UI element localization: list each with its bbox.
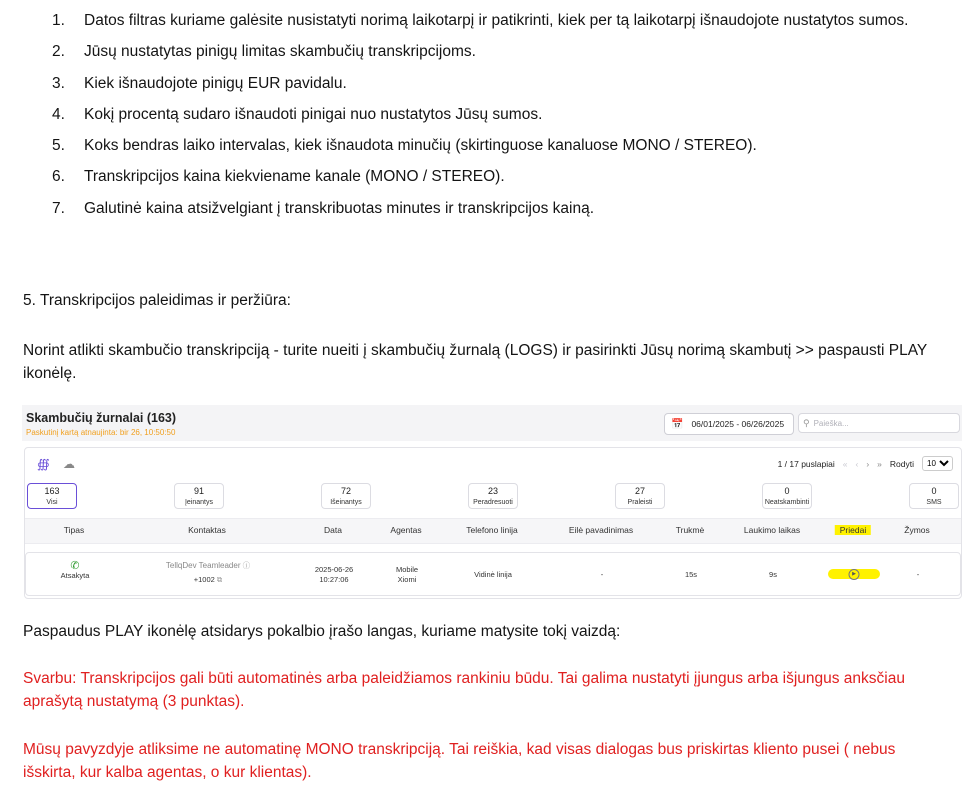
column-header: Agentas (390, 525, 422, 535)
important-note: Svarbu: Transkripcijos gali būti automatinės arba paleidžiamos rankiniu būdu. Tai galima nustatyti įjungus arba išjungus anksčiau aprašytą nustatymą (3 punktas). (23, 670, 905, 710)
contact-name[interactable]: TellqDev Teamleader (165, 561, 241, 570)
page-title: Skambučių žurnalai (163) (26, 411, 177, 425)
list-item: 2. Jūsų nustatytas pinigų limitas skambučių transkripcijoms. (52, 43, 476, 61)
agent-line2: Xiomi (397, 575, 417, 584)
tags-value: - (916, 570, 920, 579)
column-header: Eilė pavadinimas (568, 525, 634, 535)
category-sms[interactable]: 0 SMS (909, 483, 959, 509)
category-missed[interactable]: 27 Praleisti (615, 483, 665, 509)
copy-icon[interactable]: ⧉ (216, 575, 223, 584)
last-updated-text: Paskutinį kartą atnaujinta: bir 26, 10:50:50 (26, 428, 176, 437)
numbered-list (0, 10, 964, 229)
list-item: 6. Transkripcijos kaina kiekviename kanale (MONO / STEREO). (52, 168, 505, 186)
column-header: Data (324, 525, 342, 535)
call-duration: 15s (684, 570, 698, 579)
answered-call-icon: ✆ (70, 560, 80, 572)
category-incoming[interactable]: 91 Įeinantys (174, 483, 224, 509)
after-note: Paspaudus PLAY ikonėlę atsidarys pokalbio įrašo langas, kuriame matysite tokį vaizdą: (23, 623, 621, 640)
column-header: Laukimo laikas (743, 525, 801, 535)
next-page-icon[interactable]: › (866, 458, 870, 469)
call-logs-screenshot (22, 405, 962, 599)
search-input[interactable] (798, 413, 960, 433)
cloud-download-icon[interactable]: ☁ (63, 457, 75, 471)
example-note: Mūsų pavyzdyje atliksime ne automatinę MONO transkripciją. Tai reiškia, kad visas dialogas bus priskirtas kliento pusei ( nebus išskirta, kur kalba agentas, o kur klientas). (23, 741, 896, 781)
column-header-highlighted: Priedai (835, 525, 871, 535)
page-info: 1 / 17 puslapiai (777, 458, 835, 469)
search-icon: ⚲ (803, 417, 810, 428)
call-time: 10:27:06 (319, 575, 349, 584)
list-item: 7. Galutinė kaina atsižvelgiant į transkribuotas minutes ir transkripcijos kainą. (52, 199, 595, 217)
list-item: 5. Koks bendras laiko intervalas, kiek išnaudota minučių (skirtinguose kanaluose MONO / STEREO). (52, 137, 757, 155)
date-range-picker[interactable] (664, 413, 794, 435)
section-heading: 5. Transkripcijos paleidimas ir peržiūra: (23, 292, 291, 309)
category-all[interactable]: 163 Visi (27, 483, 77, 509)
category-not-called-back[interactable]: 0 Neatskambinti (762, 483, 812, 509)
date-range-value: 06/01/2025 - 06/26/2025 (691, 419, 785, 429)
call-type: Atsakyta (60, 571, 90, 580)
table-header (25, 518, 961, 544)
pagination (778, 456, 953, 471)
logs-panel (24, 447, 962, 599)
category-outgoing[interactable]: 72 Išeinantys (321, 483, 371, 509)
last-page-icon[interactable]: » (877, 458, 882, 469)
first-page-icon[interactable]: « (842, 458, 848, 469)
category-filters (25, 481, 961, 513)
table-row[interactable] (25, 552, 961, 596)
call-date: 2025-06-26 (314, 565, 354, 574)
prev-page-icon[interactable]: ‹ (855, 458, 859, 469)
info-icon[interactable]: ⓘ (242, 561, 251, 570)
show-label: Rodyti (889, 458, 914, 469)
phone-line: Vidinė linija (474, 570, 512, 579)
search-placeholder: Paieška... (813, 418, 849, 428)
list-item: 1. Datos filtras kuriame galėsite nusistatyti norimą laikotarpį ir patikrinti, kiek per tą laikotarpį išnaudojote nustatytos sumos. (52, 12, 909, 29)
category-forwarded[interactable]: 23 Peradresuoti (468, 483, 518, 509)
wait-time: 9s (769, 570, 777, 579)
page-size-select[interactable] (922, 456, 953, 471)
agent-line1: Mobile (395, 565, 419, 574)
queue-name: - (600, 570, 604, 579)
column-header: Trukmė (675, 525, 705, 535)
contact-extension: +1002 (193, 575, 215, 584)
column-header: Kontaktas (188, 525, 226, 535)
calendar-icon: 📅 (671, 418, 684, 430)
play-icon[interactable]: ▶ (849, 569, 860, 580)
intro-paragraph: Norint atlikti skambučio transkripciją - turite nueiti į skambučių žurnalą (LOGS) ir pasirinkti Jūsų norimą skambutį >> paspausti PLAY ikonėlę. (23, 342, 927, 382)
list-item: 3. Kiek išnaudojote pinigų EUR pavidalu. (52, 74, 347, 92)
column-header: Tipas (63, 525, 85, 535)
filter-sliders-icon[interactable]: ∰ (37, 457, 50, 471)
column-header: Telefono linija (466, 525, 518, 535)
column-header: Žymos (904, 525, 930, 535)
list-item: 4. Kokį procentą sudaro išnaudoti pinigai nuo nustatytos Jūsų sumos. (52, 105, 543, 123)
app-header (22, 405, 962, 441)
